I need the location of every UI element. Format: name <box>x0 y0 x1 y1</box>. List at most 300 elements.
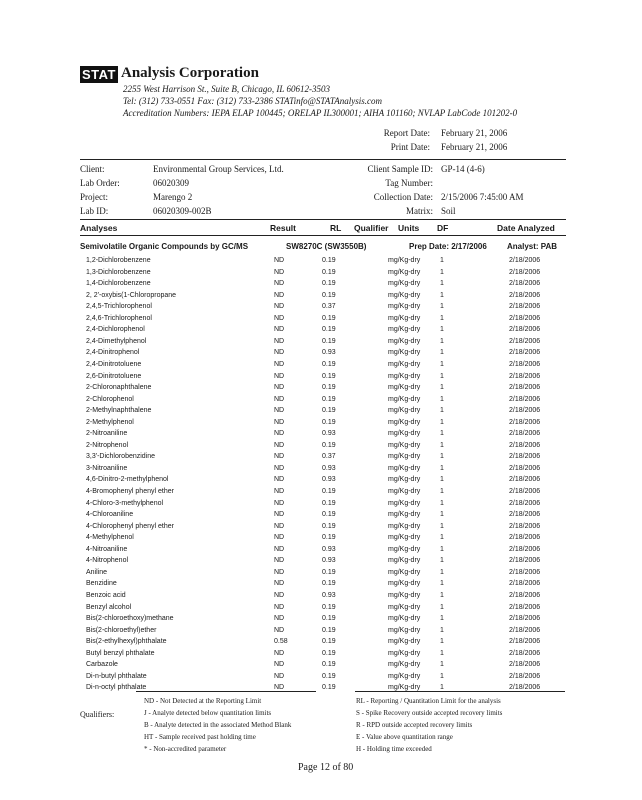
analyte-name: 4-Nitroaniline <box>86 545 128 553</box>
col-header-result: Result <box>270 223 296 233</box>
rl-value: 0.19 <box>322 280 336 288</box>
units-value: mg/Kg-dry <box>388 257 421 264</box>
col-header-date-analyzed: Date Analyzed <box>497 223 555 233</box>
result-value: ND <box>274 615 285 623</box>
date-analyzed-value: 2/18/2006 <box>509 418 541 426</box>
table-row <box>0 615 642 627</box>
report-date-label: Report Date: <box>383 128 430 138</box>
units-value: mg/Kg-dry <box>388 580 421 588</box>
df-value: 1 <box>440 626 444 634</box>
units-value: mg/Kg-dry <box>388 464 421 472</box>
tag-number-label: Tag Number: <box>385 178 433 188</box>
units-value: mg/Kg-dry <box>388 407 421 415</box>
result-value: ND <box>274 303 285 311</box>
matrix-label: Matrix: <box>406 206 433 216</box>
date-analyzed-value: 2/18/2006 <box>509 603 541 611</box>
table-row <box>0 465 642 477</box>
rl-value: 0.19 <box>322 488 336 495</box>
date-analyzed-value: 2/18/2006 <box>509 430 541 438</box>
page-number: Page 12 of 80 <box>298 762 354 773</box>
df-value: 1 <box>440 580 444 588</box>
result-value: ND <box>274 268 285 276</box>
analyte-name: Bis(2-chloroethyl)ether <box>86 626 157 634</box>
analyte-name: 2-Nitrophenol <box>86 441 129 449</box>
table-row <box>0 349 642 361</box>
df-value: 1 <box>440 684 444 692</box>
result-value: ND <box>274 545 285 553</box>
units-value: mg/Kg-dry <box>388 672 421 680</box>
analyte-name: Benzyl alcohol <box>86 603 132 611</box>
result-value: ND <box>274 476 285 484</box>
analyte-name: 1,2-Dichlorobenzene <box>86 257 151 264</box>
date-analyzed-value: 2/18/2006 <box>509 384 541 392</box>
df-value: 1 <box>440 418 444 426</box>
result-value: ND <box>274 661 285 669</box>
df-value: 1 <box>440 499 444 507</box>
col-header-rl: RL <box>330 223 342 233</box>
project-value: Marengo 2 <box>153 192 193 202</box>
col-header-units: Units <box>398 223 420 233</box>
qualifier-item: RL - Reporting / Quantitation Limit for the analysis <box>356 697 501 705</box>
table-row <box>0 673 642 685</box>
units-value: mg/Kg-dry <box>388 441 421 449</box>
col-header-qualifier: Qualifier <box>354 223 389 233</box>
df-value: 1 <box>440 349 444 357</box>
units-value: mg/Kg-dry <box>388 453 421 461</box>
table-row <box>0 592 642 604</box>
qualifier-item: * - Non-accredited parameter <box>144 745 227 753</box>
table-row <box>0 407 642 419</box>
units-value: mg/Kg-dry <box>388 568 421 576</box>
analyte-name: 2-Chloronaphthalene <box>86 384 152 392</box>
col-header-analyses: Analyses <box>80 223 118 233</box>
rl-value: 0.19 <box>322 672 336 680</box>
date-analyzed-value: 2/18/2006 <box>509 314 541 322</box>
rl-value: 0.19 <box>322 257 336 264</box>
date-analyzed-value: 2/18/2006 <box>509 407 541 415</box>
analyte-name: Butyl benzyl phthalate <box>86 649 155 657</box>
df-value: 1 <box>440 337 444 345</box>
table-row <box>0 569 642 581</box>
units-value: mg/Kg-dry <box>388 684 421 692</box>
section-method: SW8270C (SW3550B) <box>286 242 367 251</box>
units-value: mg/Kg-dry <box>388 557 421 565</box>
units-value: mg/Kg-dry <box>388 638 421 646</box>
col-header-df: DF <box>437 223 449 233</box>
rl-value: 0.19 <box>322 638 336 646</box>
table-row <box>0 661 642 673</box>
lab-order-value: 06020309 <box>153 178 189 188</box>
result-value: ND <box>274 372 285 380</box>
result-value: 0.58 <box>274 638 288 646</box>
result-value: ND <box>274 499 285 507</box>
analyte-name: 2-Chlorophenol <box>86 395 134 403</box>
table-row <box>0 627 642 639</box>
analyte-name: 4,6-Dinitro-2-methylphenol <box>86 476 169 484</box>
client-sample-id-value: GP-14 (4-6) <box>441 164 485 174</box>
df-value: 1 <box>440 591 444 599</box>
df-value: 1 <box>440 326 444 334</box>
result-value: ND <box>274 557 285 565</box>
units-value: mg/Kg-dry <box>388 349 421 357</box>
units-value: mg/Kg-dry <box>388 360 421 368</box>
collection-date-label: Collection Date: <box>373 192 433 202</box>
df-value: 1 <box>440 464 444 472</box>
column-header-divider <box>80 235 566 236</box>
analyte-name: 2,6-Dinitrotoluene <box>86 372 142 380</box>
analyte-name: 4-Nitrophenol <box>86 557 129 565</box>
df-value: 1 <box>440 476 444 484</box>
table-row <box>0 315 642 327</box>
units-value: mg/Kg-dry <box>388 314 421 322</box>
result-value: ND <box>274 511 285 519</box>
rl-value: 0.19 <box>322 407 336 415</box>
company-name: Analysis Corporation <box>121 65 259 81</box>
result-value: ND <box>274 441 285 449</box>
rl-value: 0.93 <box>322 545 336 553</box>
date-analyzed-value: 2/18/2006 <box>509 337 541 345</box>
table-row <box>0 476 642 488</box>
result-value: ND <box>274 257 285 264</box>
analyte-name: Bis(2-chloroethoxy)methane <box>86 615 174 623</box>
date-analyzed-value: 2/18/2006 <box>509 280 541 288</box>
df-value: 1 <box>440 661 444 669</box>
date-analyzed-value: 2/18/2006 <box>509 661 541 669</box>
rl-value: 0.19 <box>322 326 336 334</box>
table-row <box>0 453 642 465</box>
result-value: ND <box>274 280 285 288</box>
rl-value: 0.19 <box>322 314 336 322</box>
df-value: 1 <box>440 314 444 322</box>
analyte-name: 4-Chloro-3-methylphenol <box>86 499 164 507</box>
df-value: 1 <box>440 395 444 403</box>
result-value: ND <box>274 591 285 599</box>
result-value: ND <box>274 603 285 611</box>
df-value: 1 <box>440 522 444 530</box>
analyte-name: 4-Bromophenyl phenyl ether <box>86 488 174 495</box>
date-analyzed-value: 2/18/2006 <box>509 291 541 299</box>
analyte-name: 3,3'-Dichlorobenzidine <box>86 453 156 461</box>
table-row <box>0 488 642 500</box>
table-row <box>0 373 642 385</box>
company-address: 2255 West Harrison St., Suite B, Chicago, IL 60612-3503 <box>123 84 331 94</box>
rl-value: 0.37 <box>322 303 336 311</box>
units-value: mg/Kg-dry <box>388 337 421 345</box>
rl-value: 0.93 <box>322 464 336 472</box>
table-row <box>0 650 642 662</box>
df-value: 1 <box>440 453 444 461</box>
result-value: ND <box>274 580 285 588</box>
result-value: ND <box>274 649 285 657</box>
result-value: ND <box>274 326 285 334</box>
table-row <box>0 511 642 523</box>
rl-value: 0.93 <box>322 476 336 484</box>
date-analyzed-value: 2/18/2006 <box>509 568 541 576</box>
units-value: mg/Kg-dry <box>388 372 421 380</box>
units-value: mg/Kg-dry <box>388 430 421 438</box>
table-row <box>0 303 642 315</box>
rl-value: 0.37 <box>322 453 336 461</box>
df-value: 1 <box>440 384 444 392</box>
section-analyst: Analyst: PAB <box>507 242 558 251</box>
date-analyzed-value: 2/18/2006 <box>509 522 541 530</box>
rl-value: 0.93 <box>322 349 336 357</box>
result-value: ND <box>274 395 285 403</box>
df-value: 1 <box>440 545 444 553</box>
df-value: 1 <box>440 557 444 565</box>
date-analyzed-value: 2/18/2006 <box>509 488 541 495</box>
date-analyzed-value: 2/18/2006 <box>509 441 541 449</box>
df-value: 1 <box>440 534 444 542</box>
analyte-name: 3-Nitroaniline <box>86 464 128 472</box>
result-value: ND <box>274 418 285 426</box>
df-value: 1 <box>440 372 444 380</box>
date-analyzed-value: 2/18/2006 <box>509 499 541 507</box>
analyte-name: Carbazole <box>86 661 118 669</box>
rl-value: 0.19 <box>322 337 336 345</box>
date-analyzed-value: 2/18/2006 <box>509 638 541 646</box>
analyte-name: 2,4,5-Trichlorophenol <box>86 303 152 311</box>
rl-value: 0.19 <box>322 649 336 657</box>
company-contact: Tel: (312) 733-0551 Fax: (312) 733-2386 STATinfo@STATAnalysis.com <box>123 96 383 106</box>
df-value: 1 <box>440 268 444 276</box>
df-value: 1 <box>440 568 444 576</box>
table-row <box>0 326 642 338</box>
units-value: mg/Kg-dry <box>388 603 421 611</box>
result-value: ND <box>274 314 285 322</box>
table-row <box>0 604 642 616</box>
units-value: mg/Kg-dry <box>388 661 421 669</box>
client-label: Client: <box>80 164 105 174</box>
result-value: ND <box>274 430 285 438</box>
table-row <box>0 338 642 350</box>
rl-value: 0.93 <box>322 591 336 599</box>
result-value: ND <box>274 684 285 692</box>
result-value: ND <box>274 453 285 461</box>
units-value: mg/Kg-dry <box>388 326 421 334</box>
rl-value: 0.93 <box>322 430 336 438</box>
table-row <box>0 292 642 304</box>
result-value: ND <box>274 464 285 472</box>
date-analyzed-value: 2/18/2006 <box>509 545 541 553</box>
rl-value: 0.19 <box>322 615 336 623</box>
rl-value: 0.19 <box>322 568 336 576</box>
units-value: mg/Kg-dry <box>388 522 421 530</box>
rl-value: 0.19 <box>322 511 336 519</box>
df-value: 1 <box>440 407 444 415</box>
units-value: mg/Kg-dry <box>388 268 421 276</box>
analyte-name: Benzidine <box>86 580 117 588</box>
result-value: ND <box>274 568 285 576</box>
date-analyzed-value: 2/18/2006 <box>509 580 541 588</box>
df-value: 1 <box>440 291 444 299</box>
rl-value: 0.19 <box>322 372 336 380</box>
result-value: ND <box>274 407 285 415</box>
date-analyzed-value: 2/18/2006 <box>509 557 541 565</box>
analyte-name: 2,4-Dimethylphenol <box>86 337 147 345</box>
units-value: mg/Kg-dry <box>388 384 421 392</box>
rl-value: 0.19 <box>322 268 336 276</box>
units-value: mg/Kg-dry <box>388 499 421 507</box>
date-analyzed-value: 2/18/2006 <box>509 453 541 461</box>
date-analyzed-value: 2/18/2006 <box>509 591 541 599</box>
table-row <box>0 430 642 442</box>
table-row <box>0 419 642 431</box>
print-date-label: Print Date: <box>390 142 430 152</box>
qualifiers-label: Qualifiers: <box>80 710 115 719</box>
date-analyzed-value: 2/18/2006 <box>509 303 541 311</box>
qualifier-item: HT - Sample received past holding time <box>144 733 256 741</box>
df-value: 1 <box>440 430 444 438</box>
df-value: 1 <box>440 360 444 368</box>
qualifier-item: J - Analyte detected below quantitation limits <box>144 709 272 717</box>
table-row <box>0 361 642 373</box>
rl-value: 0.19 <box>322 661 336 669</box>
table-row <box>0 269 642 281</box>
date-analyzed-value: 2/18/2006 <box>509 511 541 519</box>
table-row <box>0 384 642 396</box>
analyte-name: Benzoic acid <box>86 591 126 599</box>
analyte-name: 4-Chloroaniline <box>86 511 134 519</box>
units-value: mg/Kg-dry <box>388 626 421 634</box>
rl-value: 0.93 <box>322 557 336 565</box>
rl-value: 0.19 <box>322 499 336 507</box>
project-label: Project: <box>80 192 108 202</box>
qualifier-item: ND - Not Detected at the Reporting Limit <box>144 697 262 705</box>
analyte-name: 2,4-Dinitrotoluene <box>86 360 142 368</box>
df-value: 1 <box>440 603 444 611</box>
info-divider <box>80 219 566 220</box>
date-analyzed-value: 2/18/2006 <box>509 257 541 264</box>
df-value: 1 <box>440 511 444 519</box>
rl-value: 0.19 <box>322 395 336 403</box>
client-value: Environmental Group Services, Ltd. <box>153 164 284 174</box>
units-value: mg/Kg-dry <box>388 280 421 288</box>
qualifier-divider-left <box>136 691 316 692</box>
lab-id-label: Lab ID: <box>80 206 109 216</box>
analyte-name: 2,4-Dichlorophenol <box>86 326 145 334</box>
df-value: 1 <box>440 280 444 288</box>
analyte-name: 2,4,6-Trichlorophenol <box>86 314 152 322</box>
analyte-name: Bis(2-ethylhexyl)phthalate <box>86 638 167 646</box>
table-row <box>0 442 642 454</box>
date-analyzed-value: 2/18/2006 <box>509 349 541 357</box>
units-value: mg/Kg-dry <box>388 649 421 657</box>
rl-value: 0.19 <box>322 626 336 634</box>
table-row <box>0 500 642 512</box>
df-value: 1 <box>440 672 444 680</box>
table-row <box>0 557 642 569</box>
rl-value: 0.19 <box>322 522 336 530</box>
analyte-name: 4-Methylphenol <box>86 534 134 542</box>
section-prep-date: Prep Date: 2/17/2006 <box>409 242 487 251</box>
table-row <box>0 580 642 592</box>
result-value: ND <box>274 360 285 368</box>
rl-value: 0.19 <box>322 291 336 299</box>
result-value: ND <box>274 522 285 530</box>
section-title: Semivolatile Organic Compounds by GC/MS <box>80 242 249 251</box>
df-value: 1 <box>440 303 444 311</box>
qualifier-item: S - Spike Recovery outside accepted recovery limits <box>356 709 503 717</box>
rl-value: 0.19 <box>322 360 336 368</box>
units-value: mg/Kg-dry <box>388 545 421 553</box>
rl-value: 0.19 <box>322 603 336 611</box>
table-row <box>0 280 642 292</box>
date-analyzed-value: 2/18/2006 <box>509 476 541 484</box>
table-row <box>0 546 642 558</box>
result-value: ND <box>274 672 285 680</box>
analyte-name: 2-Methylnaphthalene <box>86 407 152 415</box>
df-value: 1 <box>440 638 444 646</box>
date-analyzed-value: 2/18/2006 <box>509 326 541 334</box>
units-value: mg/Kg-dry <box>388 418 421 426</box>
date-analyzed-value: 2/18/2006 <box>509 464 541 472</box>
table-row <box>0 638 642 650</box>
analyte-name: Di-n-octyl phthalate <box>86 684 147 692</box>
report-date-value: February 21, 2006 <box>441 128 508 138</box>
qualifier-item: E - Value above quantitation range <box>356 733 453 741</box>
qualifier-item: B - Analyte detected in the associated Method Blank <box>144 721 292 729</box>
client-sample-id-label: Client Sample ID: <box>367 164 433 174</box>
rl-value: 0.19 <box>322 441 336 449</box>
rl-value: 0.19 <box>322 418 336 426</box>
analyte-name: 2-Methylphenol <box>86 418 134 426</box>
analyte-name: 1,4-Dichlorobenzene <box>86 280 151 288</box>
result-value: ND <box>274 349 285 357</box>
units-value: mg/Kg-dry <box>388 476 421 484</box>
units-value: mg/Kg-dry <box>388 395 421 403</box>
company-logo: STAT <box>81 67 116 82</box>
rl-value: 0.19 <box>322 384 336 392</box>
date-analyzed-value: 2/18/2006 <box>509 626 541 634</box>
result-value: ND <box>274 337 285 345</box>
qualifier-divider-right <box>355 691 565 692</box>
analyte-name: Di-n-butyl phthalate <box>86 672 147 680</box>
table-row <box>0 257 642 269</box>
units-value: mg/Kg-dry <box>388 291 421 299</box>
date-analyzed-value: 2/18/2006 <box>509 672 541 680</box>
df-value: 1 <box>440 488 444 495</box>
rl-value: 0.19 <box>322 534 336 542</box>
result-value: ND <box>274 534 285 542</box>
date-analyzed-value: 2/18/2006 <box>509 268 541 276</box>
matrix-value: Soil <box>441 206 456 216</box>
rl-value: 0.19 <box>322 580 336 588</box>
rl-value: 0.19 <box>322 684 336 692</box>
units-value: mg/Kg-dry <box>388 303 421 311</box>
df-value: 1 <box>440 615 444 623</box>
date-analyzed-value: 2/18/2006 <box>509 395 541 403</box>
accreditation-numbers: Accreditation Numbers: IEPA ELAP 100445; ORELAP IL300001; AIHA 101160; NVLAP LabCode 101202-0 <box>123 108 518 118</box>
table-row <box>0 534 642 546</box>
units-value: mg/Kg-dry <box>388 534 421 542</box>
header-divider <box>80 159 566 160</box>
result-value: ND <box>274 291 285 299</box>
result-value: ND <box>274 626 285 634</box>
print-date-value: February 21, 2006 <box>441 142 508 152</box>
date-analyzed-value: 2/18/2006 <box>509 615 541 623</box>
units-value: mg/Kg-dry <box>388 591 421 599</box>
analyte-name: 4-Chlorophenyl phenyl ether <box>86 522 174 530</box>
qualifier-item: R - RPD outside accepted recovery limits <box>356 721 473 729</box>
result-value: ND <box>274 384 285 392</box>
collection-date-value: 2/15/2006 7:45:00 AM <box>441 192 524 202</box>
date-analyzed-value: 2/18/2006 <box>509 360 541 368</box>
table-row <box>0 396 642 408</box>
analyte-name: 1,3-Dichlorobenzene <box>86 268 151 276</box>
df-value: 1 <box>440 441 444 449</box>
units-value: mg/Kg-dry <box>388 511 421 519</box>
